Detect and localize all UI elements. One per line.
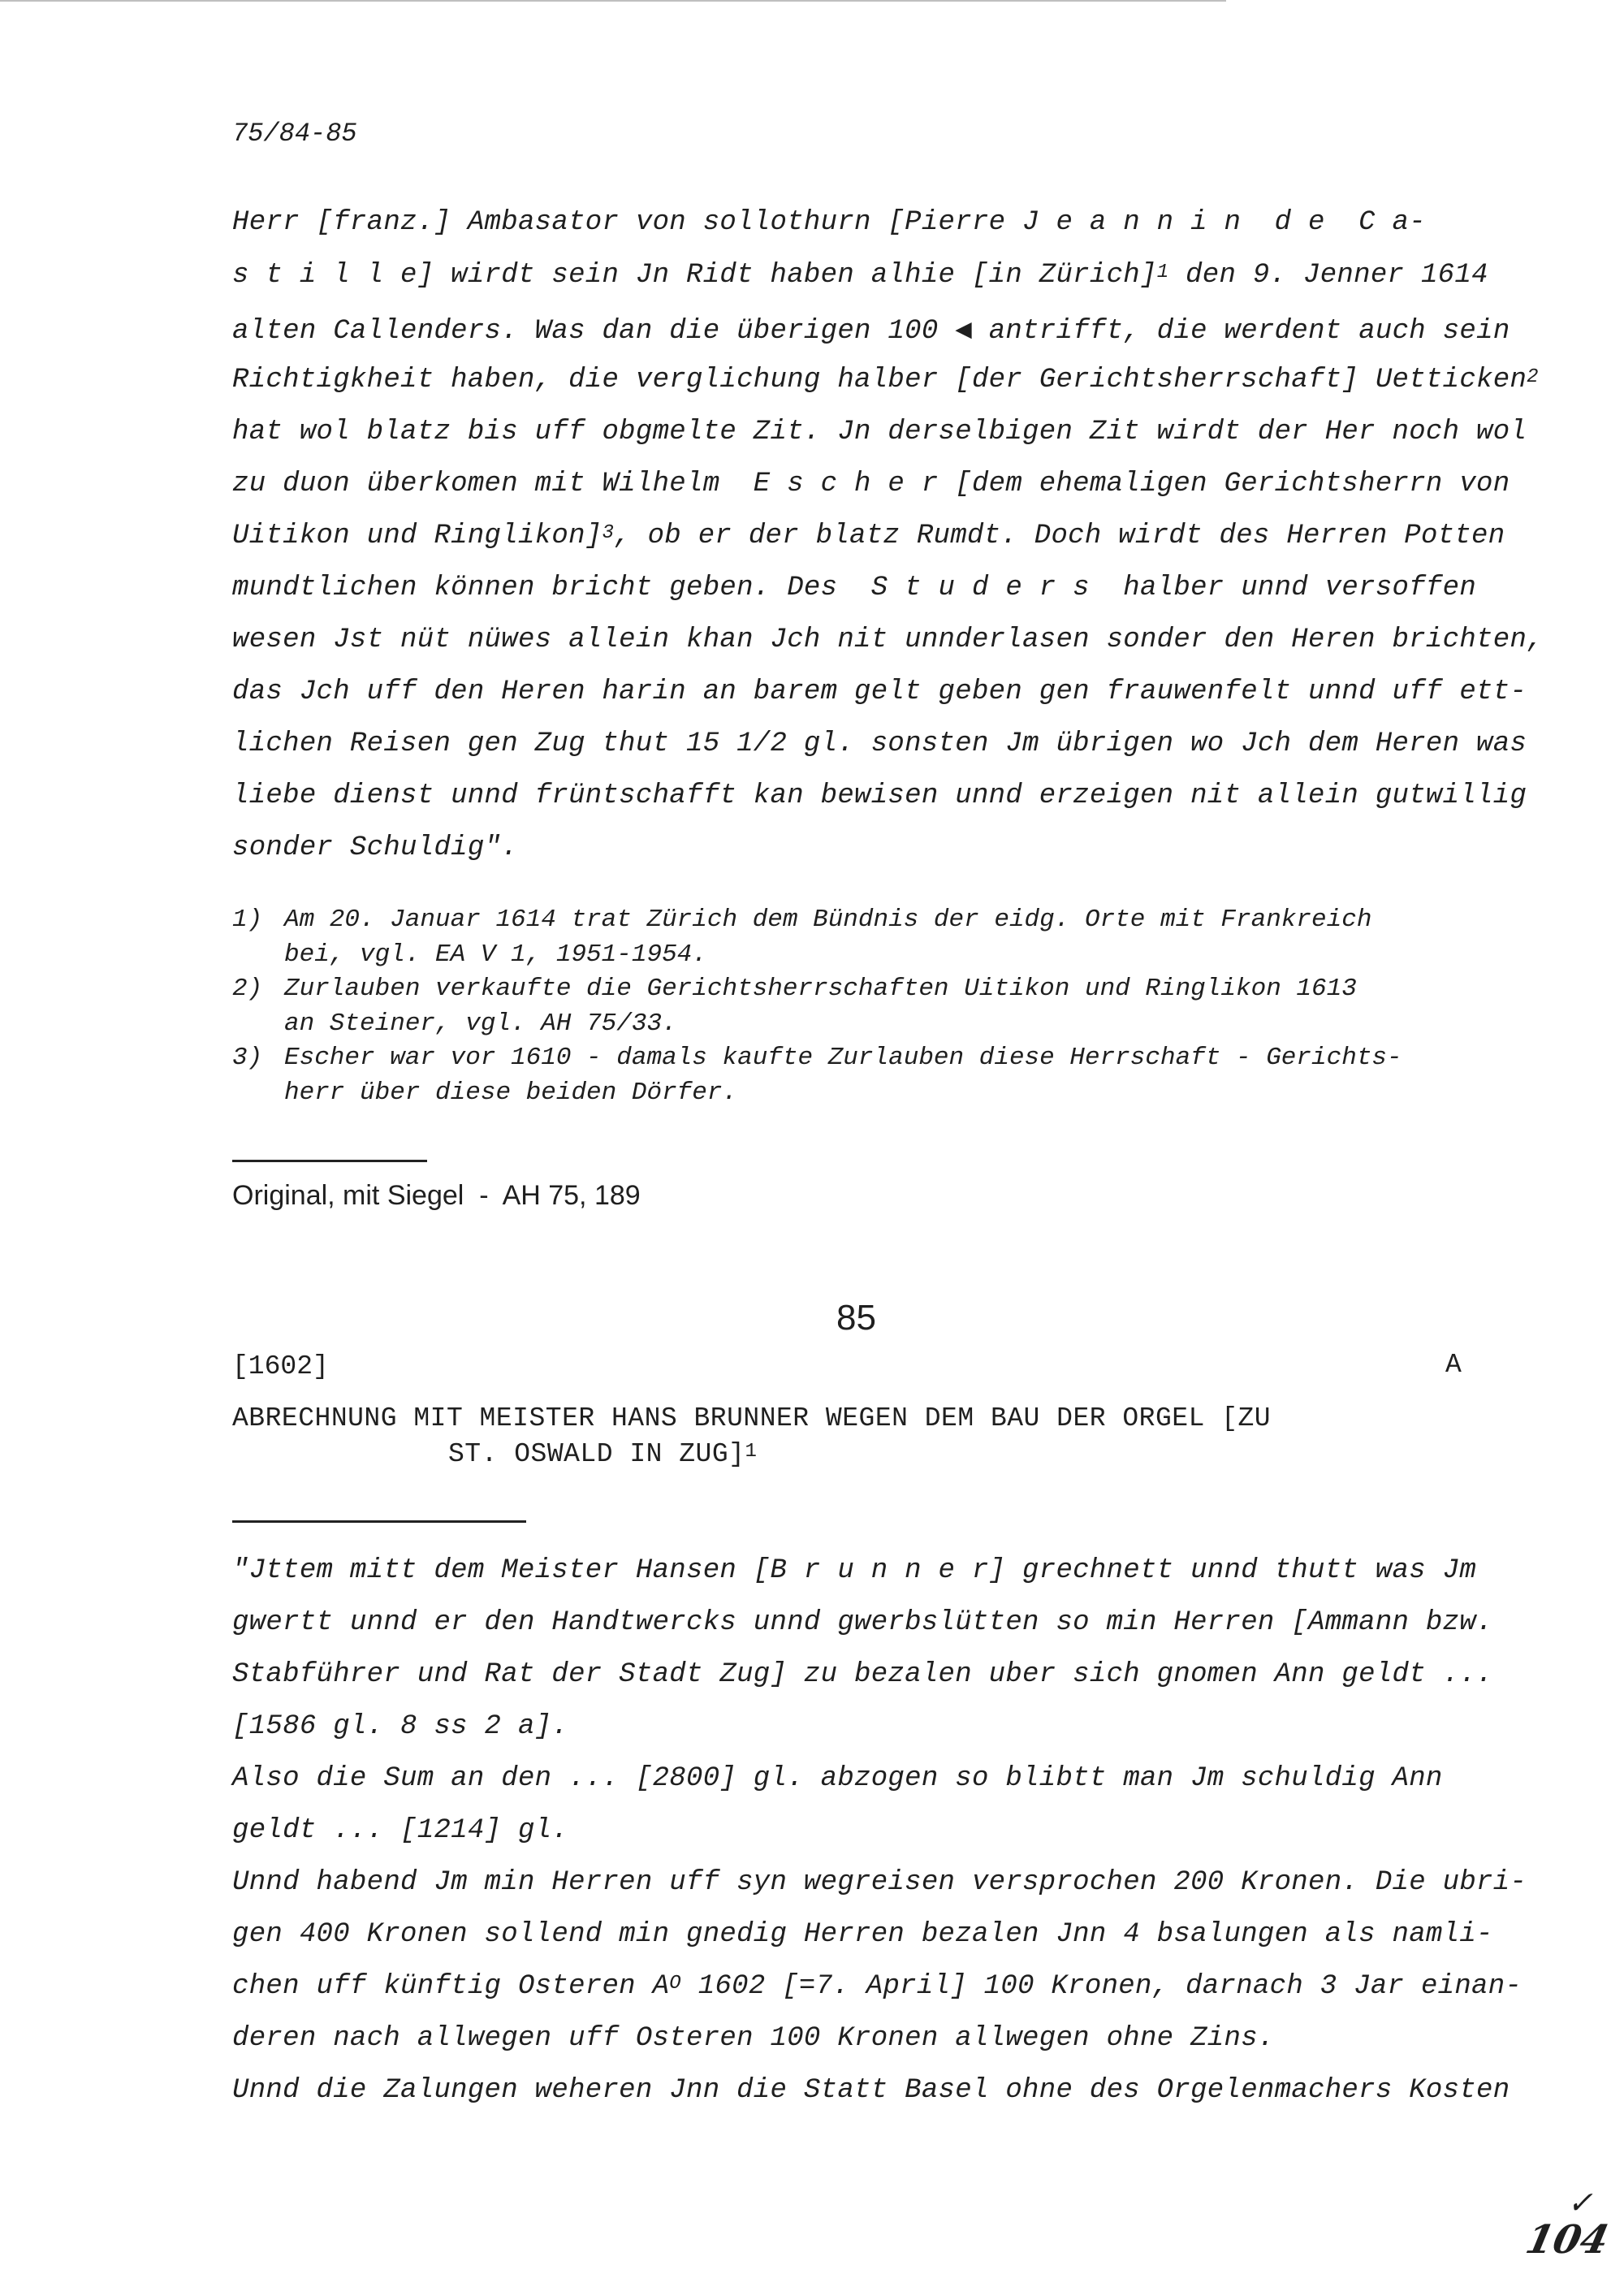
text-line <box>232 365 1539 396</box>
footnote-text: Zurlauben verkaufte die Gerichtsherrschaften Uitikon und Ringlikon 1613 <box>284 975 1357 1003</box>
checkmark-icon: ✓ <box>1567 2185 1593 2220</box>
footnote-text: bei, vgl. EA V 1, 1951-1954. <box>284 940 707 969</box>
text-line: Stabführer und Rat der Stadt Zug] zu bezalen uber sich gnomen Ann geldt ... <box>232 1659 1493 1690</box>
text-line: Herr [franz.] Ambasator von sollothurn [Pierre J e a n n i n d e C a- <box>232 207 1426 238</box>
separator-rule <box>232 1160 427 1162</box>
footnote-ref: 1 <box>745 1441 758 1463</box>
document-number: 85 <box>836 1298 876 1338</box>
footnote-ref: 3 <box>602 522 615 544</box>
superscript-o: O <box>669 1973 681 1995</box>
footnote-number: 2) <box>232 975 263 1003</box>
text-segment: Richtigkheit haben, die verglichung halber [der Gerichtsherrschaft] Uetticken <box>232 365 1527 396</box>
text-line: Also die Sum an den ... [2800] gl. abzogen so blibtt man Jm schuldig Ann <box>232 1763 1443 1794</box>
text-segment: chen uff künftig Osteren A <box>232 1971 670 2002</box>
text-line: "Jttem mitt dem Meister Hansen [B r u n n e r] grechnett unnd thutt was Jm <box>232 1555 1477 1586</box>
text-line: Unnd habend Jm min Herren uff syn wegreisen versprochen 200 Kronen. Die ubri- <box>232 1867 1527 1898</box>
separator-rule <box>232 1520 526 1523</box>
text-line: gen 400 Kronen sollend min gnedig Herren bezalen Jnn 4 bsalungen als namli- <box>232 1919 1493 1950</box>
text-line: das Jch uff den Heren harin an barem gelt geben gen frauwenfelt unnd uff ett- <box>232 677 1527 707</box>
text-line <box>232 1971 1522 2002</box>
text-segment: , ob er der blatz Rumdt. Doch wirdt des Herren Potten <box>614 521 1505 551</box>
text-line: alten Callenders. Was dan die überigen 100 ◀ antrifft, die werdent auch sein <box>232 316 1510 347</box>
text-line: Unnd die Zalungen weheren Jnn die Statt Basel ohne des Orgelenmachers Kosten <box>232 2075 1510 2106</box>
footnote-text: Escher war vor 1610 - damals kaufte Zurlauben diese Herrschaft - Gerichts- <box>284 1044 1402 1072</box>
footnote-text: Am 20. Januar 1614 trat Zürich dem Bündnis der eidg. Orte mit Frankreich <box>284 906 1372 934</box>
text-segment: s t i l l e] wirdt sein Jn Ridt haben alhie [in Zürich] <box>232 260 1157 291</box>
document-title: ABRECHNUNG MIT MEISTER HANS BRUNNER WEGEN DEM BAU DER ORGEL [ZU <box>232 1403 1272 1433</box>
page-number: 75/84-85 <box>232 119 357 149</box>
text-line: liebe dienst unnd früntschafft kan bewisen unnd erzeigen nit allein gutwillig <box>232 780 1527 811</box>
footnote-ref: 1 <box>1156 262 1169 283</box>
footnote-number: 3) <box>232 1044 263 1072</box>
text-line: gwertt unnd er den Handtwercks unnd gwerbslütten so min Herren [Ammann bzw. <box>232 1607 1493 1638</box>
text-line: zu duon überkomen mit Wilhelm E s c h e r [dem ehemaligen Gerichtsherrn von <box>232 469 1510 499</box>
text-line: geldt ... [1214] gl. <box>232 1815 569 1846</box>
text-line: lichen Reisen gen Zug thut 15 1/2 gl. sonsten Jm übrigen wo Jch dem Heren was <box>232 728 1527 759</box>
text-line: sonder Schuldig". <box>232 832 518 863</box>
footnote-text: an Steiner, vgl. AH 75/33. <box>284 1009 677 1038</box>
text-segment: Uitikon und Ringlikon] <box>232 521 603 551</box>
text-line <box>232 260 1488 291</box>
handwritten-page-number: 104 <box>1522 2217 1613 2263</box>
text-segment: den 9. Jenner 1614 <box>1168 260 1488 291</box>
document-date: [1602] <box>232 1351 329 1381</box>
text-line: wesen Jst nüt nüwes allein khan Jch nit unnderlasen sonder den Heren brichten, <box>232 625 1544 655</box>
top-border-line <box>0 0 1226 2</box>
text-line: mundtlichen können bricht geben. Des S t u d e r s halber unnd versoffen <box>232 573 1477 603</box>
text-segment: 1602 [=7. April] 100 Kronen, darnach 3 Jar einan- <box>681 1971 1522 2002</box>
footnote-text: herr über diese beiden Dörfer. <box>284 1079 738 1107</box>
footnote-ref: 2 <box>1527 366 1539 388</box>
text-line: deren nach allwegen uff Osteren 100 Kronen allwegen ohne Zins. <box>232 2023 1275 2054</box>
document-title <box>448 1439 757 1469</box>
source-note: Original, mit Siegel - AH 75, 189 <box>232 1180 641 1211</box>
document-letter: A <box>1445 1350 1462 1380</box>
text-line <box>232 521 1505 551</box>
footnote-number: 1) <box>232 906 263 934</box>
text-segment: ST. OSWALD IN ZUG] <box>448 1439 745 1469</box>
text-line: [1586 gl. 8 ss 2 a]. <box>232 1711 569 1742</box>
text-line: hat wol blatz bis uff obgmelte Zit. Jn derselbigen Zit wirdt der Her noch wol <box>232 417 1527 447</box>
